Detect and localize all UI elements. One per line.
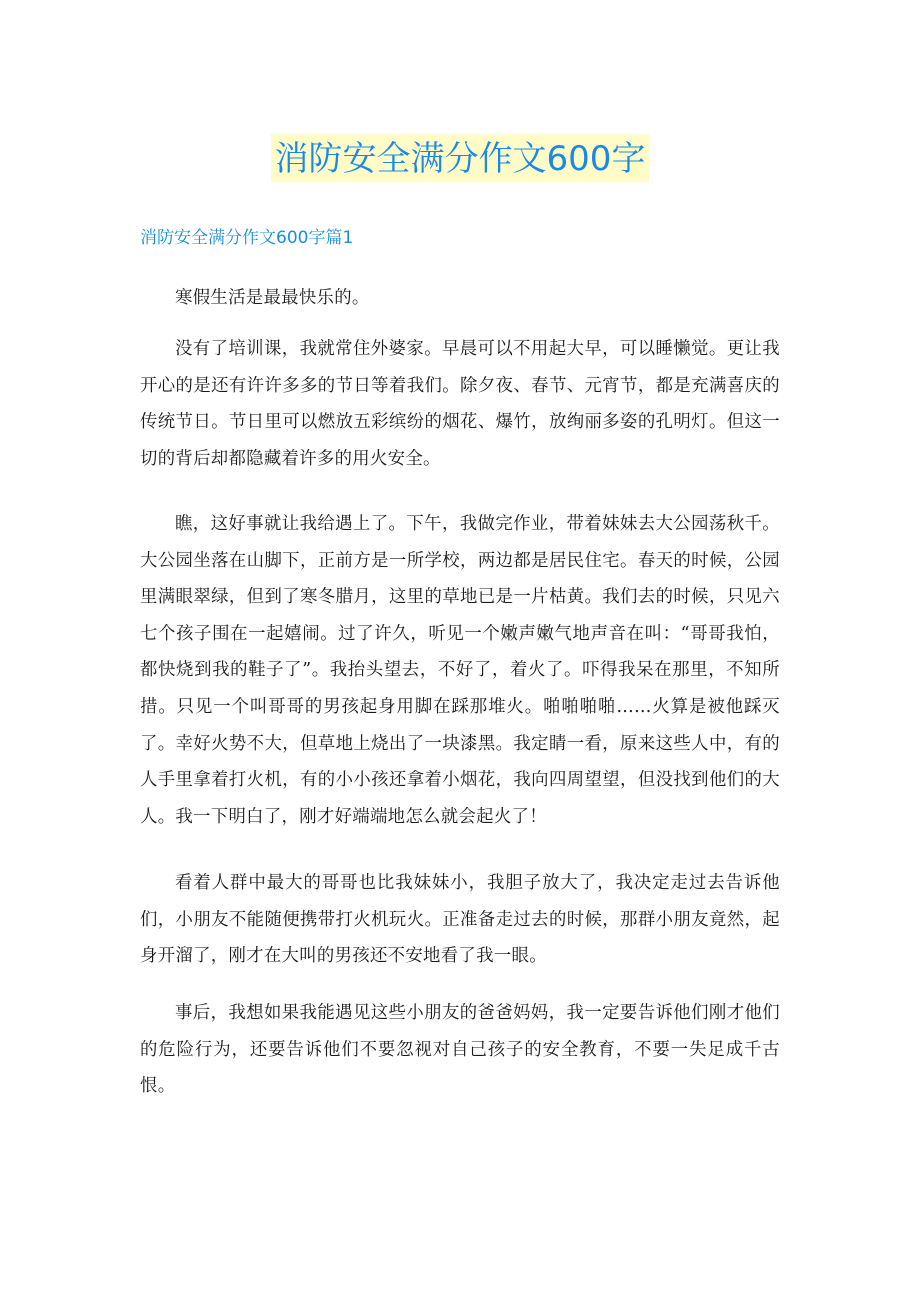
- paragraph-3: 瞧，这好事就让我给遇上了。下午，我做完作业，带着妹妹去大公园荡秋千。大公园坐落在山脚下，正前方是一所学校，两边都是居民住宅。春天的时候，公园里满眼翠绿，但到了寒冬腊月，这里的草地已是一片枯黄。我们去的时候，只见六七个孩子围在一起嬉闹。过了许久，听见一个嫩声嫩气地声音在叫：“哥哥我怕，都快烧到我的鞋子了”。我抬头望去，不好了，着火了。吓得我呆在那里，不知所措。只见一个叫哥哥的男孩起身用脚在踩那堆火。啪啪啪啪……火算是被他踩灭了。幸好火势不大，但草地上烧出了一块漆黑。我定睛一看，原来这些人中，有的人手里拿着打火机，有的小小孩还拿着小烟花，我向四周望望，但没找到他们的大人。我一下明白了，刚才好端端地怎么就会起火了！: [140, 514, 780, 827]
- paragraph-2: 没有了培训课，我就常住外婆家。早晨可以不用起大早，可以睡懒觉。更让我开心的是还有许许多多的节日等着我们。除夕夜、春节、元宵节，都是充满喜庆的传统节日。节日里可以燃放五彩缤纷的烟花、爆竹，放绚丽多姿的孔明灯。但这一切的背后却都隐藏着许多的用火安全。: [140, 339, 780, 469]
- document-title: 消防安全满分作文600字: [271, 134, 650, 182]
- section-heading: 消防安全满分作文600字篇1: [140, 228, 354, 248]
- paragraph-1: 寒假生活是最最快乐的。: [175, 288, 370, 308]
- paragraph-4: 看着人群中最大的哥哥也比我妹妹小，我胆子放大了，我决定走过去告诉他们，小朋友不能随便携带打火机玩火。正准备走过去的时候，那群小朋友竟然，起身开溜了，刚才在大叫的男孩还不安地看了我一眼。: [140, 873, 780, 967]
- title-container: [0, 134, 920, 182]
- paragraph-5: 事后，我想如果我能遇见这些小朋友的爸爸妈妈，我一定要告诉他们刚才他们的危险行为，还要告诉他们不要忽视对自己孩子的安全教育，不要一失足成千古恨。: [140, 1003, 780, 1097]
